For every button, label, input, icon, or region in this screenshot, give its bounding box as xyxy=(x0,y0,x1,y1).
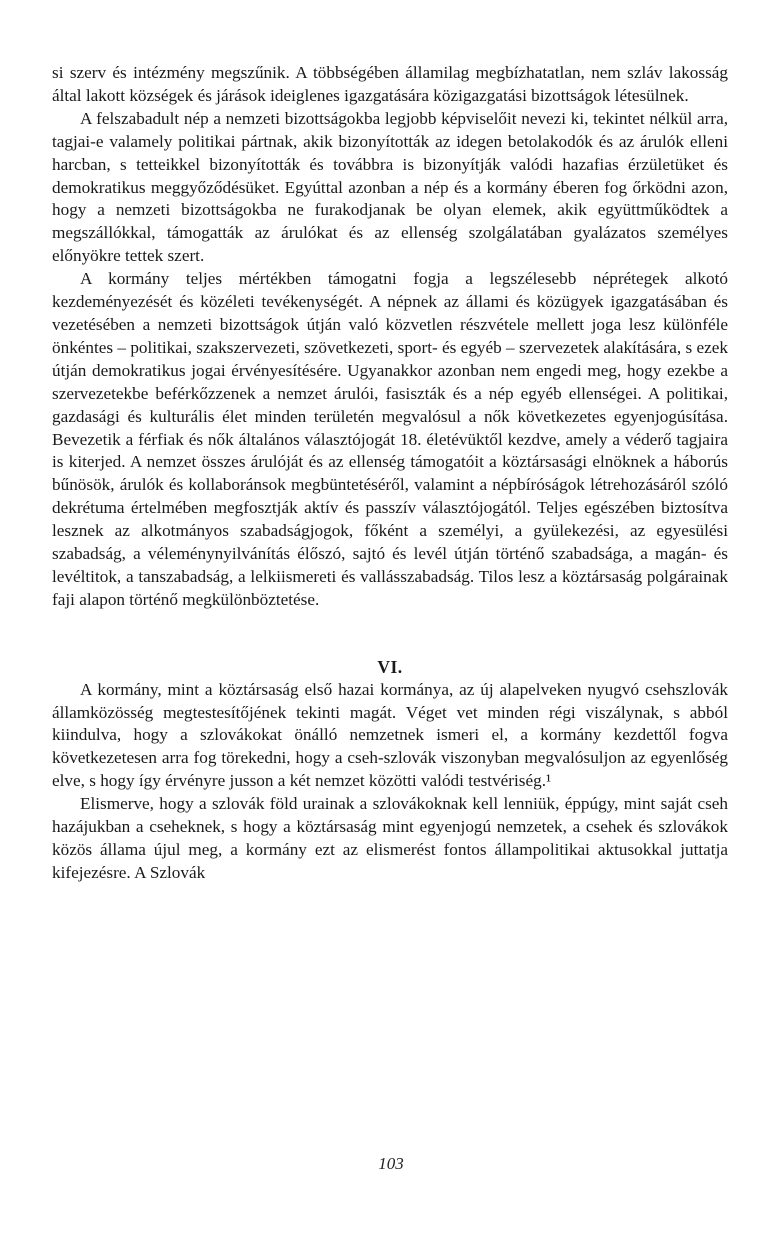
paragraph-national-committees: A felszabadult nép a nemzeti bizottságokba legjobb képviselőit nevezi ki, tekintet nélkül arra, tagjai-e valamely politikai pártnak, akik bizonyították az idegen betolakodók és az árulók elleni harcban, s tetteikkel bizonyították és továbbra is bizonyítják valódi hazafias érzületüket és demokratikus meggyőződésüket. Egyúttal azonban a nép és a kormány éberen fog őrködni azon, hogy a nemzeti bizottságokba ne furakodjanak be olyan elemek, akik együttműködtek a megszállókkal, támogatták az árulókat és az ellenség szolgálatában gyalázatos személyes előnyökre tettek szert. xyxy=(52,108,728,266)
page-number: 103 xyxy=(378,1154,404,1173)
paragraph-civil-rights: A kormány teljes mértékben támogatni fogja a legszélesebb néprétegek alkotó kezdeményezését és közéleti tevékenységét. A népnek az állami és közügyek igazgatásában és vezetésében a nemzeti bizottságok útján való közvetlen részvétele mellett joga lesz különféle önkéntes – politikai, szakszervezeti, szövetkezeti, sport- és egyéb – szervezetek alakítására, s ezek útján demokratikus jogai érvényesítésére. Ugyanakkor azonban nem engedi meg, hogy ezekbe a szervezetekbe beférkőzzenek a nemzet árulói, fasiszták és a nép egyéb ellenségei. A politikai, gazdasági és kulturális élet minden területén megvalósul a nők következetes egyenjogúsítása. Bevezetik a férfiak és nők általános választójogát 18. életévüktől kezdve, amely a véderő tagjaira is kiterjed. A nemzet összes árulóját és az ellenség támogatóit a köztársasági elnöknek a háborús bűnösök, árulók és kollaboránsok megbüntetéséről, valamint a népbíróságok létrehozásáról szóló dekrétuma értelmében megfosztják aktív és passzív választójogától. Teljes egészében biztosítva lesznek az alkotmányos szabadságjogok, főként a személyi, a gyülekezési, az egyesülési szabadság, a véleménynyilvánítás élőszó, sajtó és levél útján történő szabadsága, a magán- és levéltitok, a tanszabadság, a lelkiismereti és vallásszabadság. Tilos lesz a köztársaság polgárainak faji alapon történő megkülönböztetése. xyxy=(52,269,728,609)
paragraph-continuation: si szerv és intézmény megszűnik. A többségében államilag megbízhatatlan, nem szláv lakosság által lakott községek és járások ideiglenes igazgatására közigazgatási bizottságok létesülnek. xyxy=(52,63,728,105)
document-page xyxy=(52,62,728,885)
paragraph-government-role: A kormány, mint a köztársaság első hazai kormánya, az új alapelveken nyugvó csehszlovák államközösség megtestesítőjének tekinti magát. Véget vet minden régi viszálynak, s abból kiindulva, hogy a szlovákokat önálló nemzetnek ismeri el, a kormány kezdettől fogva következetesen arra fog törekedni, hogy a cseh-szlovák viszonyban megvalósuljon az egyenlőség elve, s hogy így érvényre jusson a két nemzet közötti valódi testvériség.¹ xyxy=(52,679,728,791)
paragraph-slovak-recognition: Elismerve, hogy a szlovák föld urainak a szlovákoknak kell lenniük, éppúgy, mint saját cseh hazájukban a cseheknek, s hogy a köztársaság mint egyenjogú nemzetek, a csehek és szlovákok közös állama újul meg, a kormány ezt az elismerést fontos állampolitikai aktusokkal juttatja kifejezésre. A Szlovák xyxy=(52,794,728,882)
section-heading: VI. xyxy=(377,656,403,677)
